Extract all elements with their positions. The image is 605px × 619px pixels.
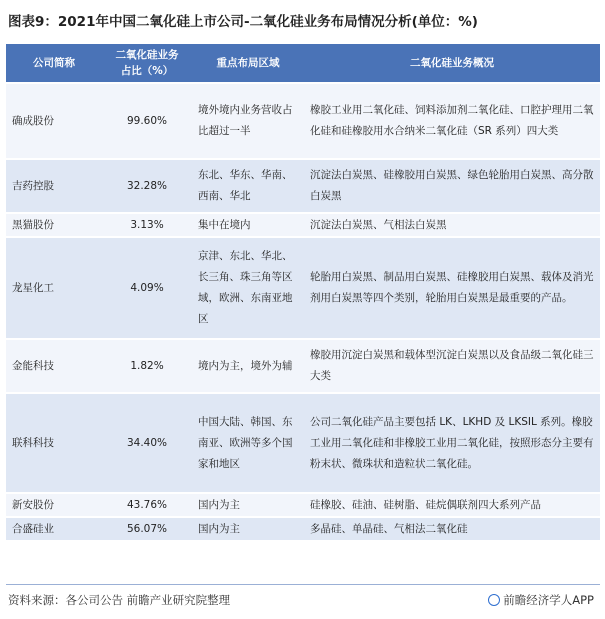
- qianzhan-logo-icon: [488, 594, 500, 606]
- overview-cell: 沉淀法白炭黑、硅橡胶用白炭黑、绿色轮胎用白炭黑、高分散白炭黑: [304, 160, 600, 212]
- table-row: [6, 340, 600, 392]
- company-cell: 确成股份: [6, 84, 102, 158]
- table-row: [6, 494, 600, 516]
- company-cell: 吉药控股: [6, 160, 102, 212]
- region-cell: 国内为主: [192, 518, 304, 540]
- brand-label: 前瞻经济学人APP: [503, 593, 594, 607]
- business-layout-table: [6, 42, 600, 542]
- region-cell: 集中在境内: [192, 214, 304, 236]
- overview-cell: 沉淀法白炭黑、气相法白炭黑: [304, 214, 600, 236]
- share-cell: 32.28%: [102, 160, 192, 212]
- brand-credit: [488, 592, 594, 608]
- region-cell: 国内为主: [192, 494, 304, 516]
- source-note: 资料来源：各公司公告 前瞻产业研究院整理: [8, 593, 231, 607]
- share-cell: 3.13%: [102, 214, 192, 236]
- overview-cell: 多晶硅、单晶硅、气相法二氧化硅: [304, 518, 600, 540]
- table-row: [6, 84, 600, 158]
- footer: [8, 588, 598, 610]
- overview-cell: 橡胶用沉淀白炭黑和载体型沉淀白炭黑以及食品级二氧化硅三大类: [304, 340, 600, 392]
- region-cell: 中国大陆、韩国、东南亚、欧洲等多个国家和地区: [192, 394, 304, 492]
- overview-cell: 硅橡胶、硅油、硅树脂、硅烷偶联剂四大系列产品: [304, 494, 600, 516]
- footer-divider: [6, 584, 600, 585]
- share-cell: 43.76%: [102, 494, 192, 516]
- region-cell: 境外境内业务营收占比超过一半: [192, 84, 304, 158]
- overview-cell: 轮胎用白炭黑、制品用白炭黑、硅橡胶用白炭黑、载体及消光剂用白炭黑等四个类别，轮胎用白炭黑是最重要的产品。: [304, 238, 600, 338]
- share-cell: 4.09%: [102, 238, 192, 338]
- share-cell: 56.07%: [102, 518, 192, 540]
- company-cell: 合盛硅业: [6, 518, 102, 540]
- header-company: 公司简称: [6, 44, 102, 82]
- share-cell: 99.60%: [102, 84, 192, 158]
- company-cell: 黑猫股份: [6, 214, 102, 236]
- table-row: [6, 160, 600, 212]
- company-cell: 金能科技: [6, 340, 102, 392]
- company-cell: 新安股份: [6, 494, 102, 516]
- table-row: [6, 518, 600, 540]
- region-cell: 京津、东北、华北、长三角、珠三角等区域，欧洲、东南亚地区: [192, 238, 304, 338]
- share-cell: 34.40%: [102, 394, 192, 492]
- region-cell: 境内为主，境外为辅: [192, 340, 304, 392]
- overview-cell: 公司二氧化硅产品主要包括 LK、LKHD 及 LKSIL 系列。橡胶工业用二氧化硅和非橡胶工业用二氧化硅，按照形态分主要有粉末状、微珠状和造粒状二氧化硅。: [304, 394, 600, 492]
- company-cell: 龙星化工: [6, 238, 102, 338]
- page-title: 图表9：2021年中国二氧化硅上市公司-二氧化硅业务布局情况分析(单位：%): [8, 14, 478, 30]
- header-overview: 二氧化硅业务概况: [304, 44, 600, 82]
- table-row: [6, 238, 600, 338]
- table-row: [6, 214, 600, 236]
- header-region: 重点布局区域: [192, 44, 304, 82]
- table-header-row: [6, 44, 600, 82]
- company-cell: 联科科技: [6, 394, 102, 492]
- table-row: [6, 394, 600, 492]
- header-share: 二氧化硅业务 占比（%）: [102, 44, 192, 82]
- overview-cell: 橡胶工业用二氧化硅、饲料添加剂二氧化硅、口腔护理用二氧化硅和硅橡胶用水合纳米二氧化硅（SR 系列）四大类: [304, 84, 600, 158]
- region-cell: 东北、华东、华南、西南、华北: [192, 160, 304, 212]
- share-cell: 1.82%: [102, 340, 192, 392]
